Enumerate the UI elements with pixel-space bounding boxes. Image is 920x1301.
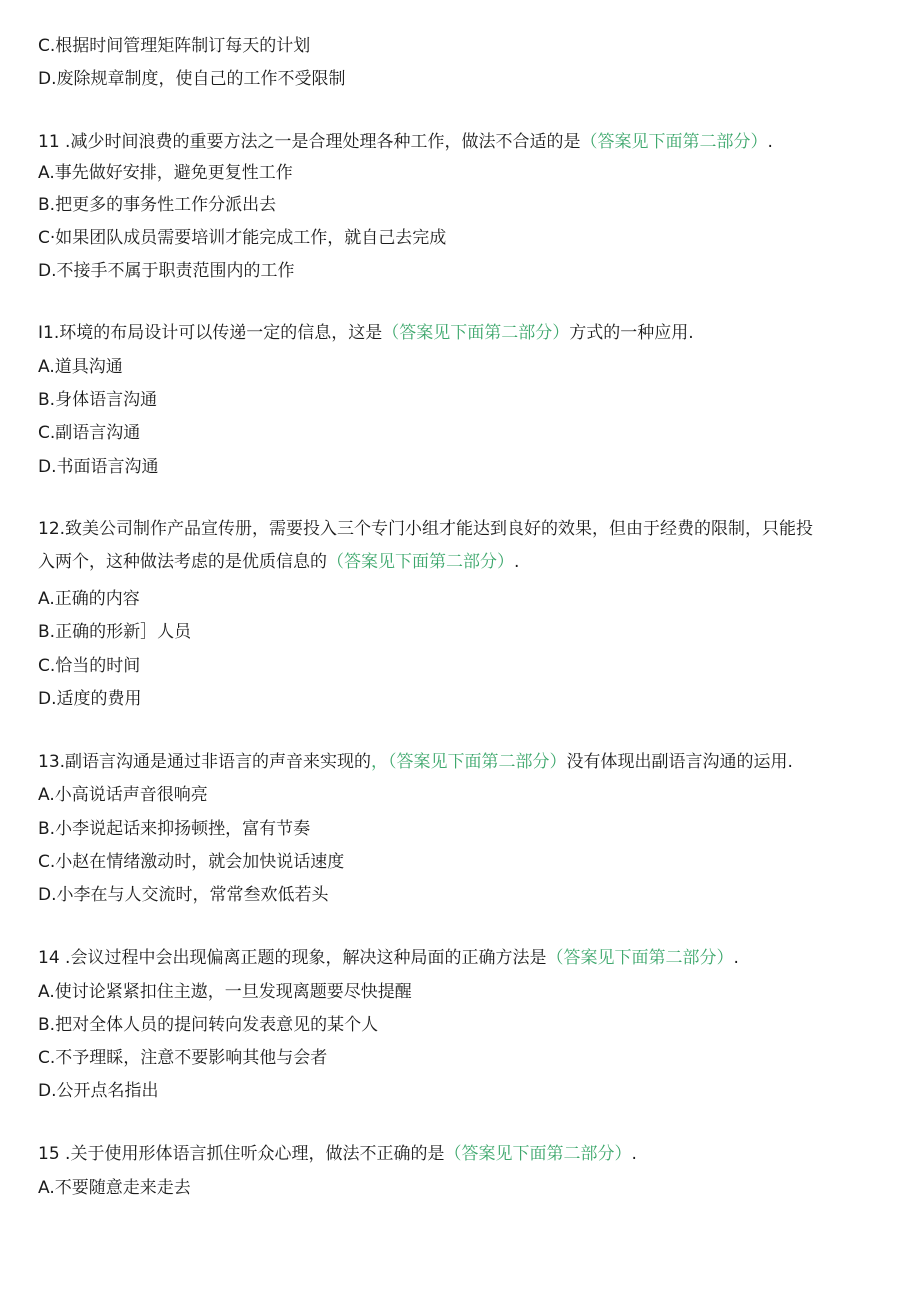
question-text: 11 .减少时间浪费的重要方法之一是合理处理各种工作，做法不合适的是 <box>38 132 581 152</box>
option-a: A.道具沟通 <box>38 357 123 377</box>
question-text-end: . <box>631 1144 637 1164</box>
option-a: A.使讨论紧紧扣住主遨，一旦发现离题要尽快提醒 <box>38 982 412 1002</box>
question-15 <box>38 1143 637 1165</box>
question-text-end: 没有体现出副语言沟通的运用. <box>566 752 793 772</box>
answer-placeholder: （答案见下面第二部分） <box>546 948 734 968</box>
question-12-line2 <box>38 551 519 573</box>
option-a: A.小高说话声音很响亮 <box>38 785 208 805</box>
option-d: D.公开点名指出 <box>38 1081 159 1101</box>
option-a: A.事先做好安排，避免更复性工作 <box>38 163 293 183</box>
option-c: C.恰当的时间 <box>38 656 141 676</box>
option-d: D.小李在与人交流时，常常叁欢低若头 <box>38 885 329 905</box>
option-b: B.身体语言沟通 <box>38 390 158 410</box>
answer-placeholder: （答案见下面第二部分） <box>382 323 570 343</box>
option-d: D.适度的费用 <box>38 689 142 709</box>
question-12-line1: 12.致美公司制作产品宣传册，需要投入三个专门小组才能达到良好的效果，但由于经费的限制，只能投 <box>38 519 814 539</box>
option-c: C.不予理睬，注意不要影响其他与会者 <box>38 1048 328 1068</box>
question-text-end: . <box>767 132 773 152</box>
option-a: A.不要随意走来走去 <box>38 1178 191 1198</box>
question-text: 13.副语言沟通是通过非语言的声音来实现的 <box>38 752 372 772</box>
question-11b <box>38 322 694 344</box>
question-text: 15 .关于使用形体语言抓住听众心理，做法不正确的是 <box>38 1144 445 1164</box>
option-d: D.不接手不属于职责范围内的工作 <box>38 261 295 281</box>
option-c: C·如果团队成员需要培训才能完成工作，就自己去完成 <box>38 228 447 248</box>
option-b: B.把更多的事务性工作分派出去 <box>38 195 277 215</box>
question-13 <box>38 751 793 773</box>
answer-placeholder: （答案见下面第二部分） <box>444 1144 632 1164</box>
question-text: I1.环境的布局设计可以传递一定的信息，这是 <box>38 323 383 343</box>
answer-placeholder: （答案见下面第二部分） <box>327 552 514 572</box>
option-b: B.把对全体人员的提问转向发表意见的某个人 <box>38 1015 379 1035</box>
option-b: B.小李说起话来抑扬顿挫，富有节奏 <box>38 819 311 839</box>
option-c: C.副语言沟通 <box>38 423 141 443</box>
question-text-end: . <box>514 552 520 572</box>
question-11 <box>38 131 773 153</box>
answer-placeholder: ，（答案见下面第二部分） <box>371 752 567 772</box>
option-c: C.小赵在情绪激动时，就会加快说话速度 <box>38 852 345 872</box>
option-a: A.正确的内容 <box>38 589 140 609</box>
option-d: D.书面语言沟通 <box>38 457 159 477</box>
question-text: 14 .会议过程中会出现偏离正题的现象，解决这种局面的正确方法是 <box>38 948 547 968</box>
question-14 <box>38 947 739 969</box>
question-text-end: . <box>733 948 739 968</box>
option-b: B.正确的形新］人员 <box>38 622 192 642</box>
option-c-prev: C.根据时间管理矩阵制订每天的计划 <box>38 36 311 56</box>
question-text-end: 方式的一种应用. <box>569 323 694 343</box>
option-d-prev: D.废除规章制度，使自己的工作不受限制 <box>38 69 346 89</box>
answer-placeholder: （答案见下面第二部分） <box>580 132 768 152</box>
question-text: 入两个，这种做法考虑的是优质信息的 <box>38 552 327 572</box>
